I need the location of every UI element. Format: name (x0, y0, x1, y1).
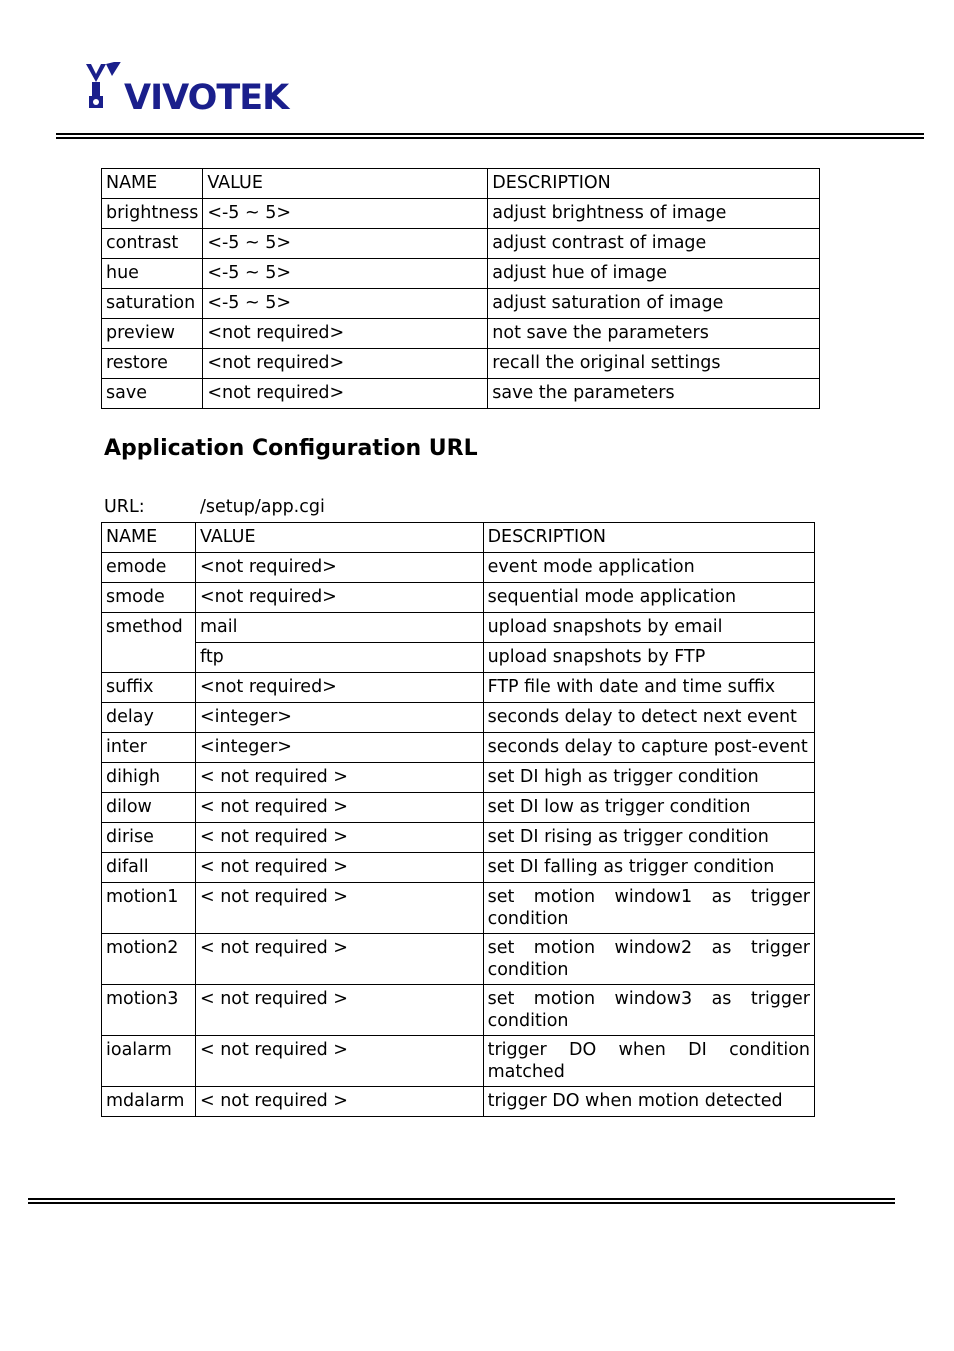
param-value: < not required > (195, 853, 483, 883)
param-name: suffix (102, 673, 196, 703)
param-name: motion3 (102, 985, 196, 1036)
param-description: recall the original settings (488, 349, 820, 379)
url-label: URL: (104, 497, 145, 517)
param-description: trigger DO when motion detected (483, 1087, 814, 1117)
param-description: FTP file with date and time suffix (483, 673, 814, 703)
param-description: sequential mode application (483, 583, 814, 613)
param-name (102, 643, 196, 673)
param-name: dirise (102, 823, 196, 853)
param-description: not save the parameters (488, 319, 820, 349)
param-name: delay (102, 703, 196, 733)
param-value: ftp (195, 643, 483, 673)
table-row (102, 613, 815, 643)
param-value: < not required > (195, 1087, 483, 1117)
table-row (102, 319, 820, 349)
section-heading: Application Configuration URL (104, 436, 478, 461)
column-header: NAME (102, 523, 196, 553)
param-name: ioalarm (102, 1036, 196, 1087)
param-description: event mode application (483, 553, 814, 583)
param-value: <-5 ~ 5> (203, 259, 488, 289)
param-value: <not required> (203, 319, 488, 349)
param-description: set DI low as trigger condition (483, 793, 814, 823)
param-description: adjust brightness of image (488, 199, 820, 229)
param-value: <not required> (195, 583, 483, 613)
param-value: <not required> (195, 553, 483, 583)
param-name: contrast (102, 229, 203, 259)
table-row (102, 823, 815, 853)
param-name: difall (102, 853, 196, 883)
param-name: preview (102, 319, 203, 349)
param-description: set DI falling as trigger condition (483, 853, 814, 883)
param-description: seconds delay to detect next event (483, 703, 814, 733)
param-value: <not required> (203, 379, 488, 409)
url-value: /setup/app.cgi (200, 497, 325, 517)
table-row (102, 1036, 815, 1087)
param-name: mdalarm (102, 1087, 196, 1117)
param-value: <not required> (195, 673, 483, 703)
param-value: < not required > (195, 934, 483, 985)
table-row (102, 934, 815, 985)
param-name: motion1 (102, 883, 196, 934)
column-header: VALUE (203, 169, 488, 199)
table-row (102, 583, 815, 613)
table-row (102, 259, 820, 289)
param-description: adjust contrast of image (488, 229, 820, 259)
param-description: set motion window1 as trigger condition (483, 883, 814, 934)
param-description: seconds delay to capture post-event (483, 733, 814, 763)
table-row (102, 1087, 815, 1117)
table-row (102, 229, 820, 259)
table-row (102, 199, 820, 229)
image-params-table (101, 168, 820, 409)
table-row (102, 733, 815, 763)
table-row (102, 349, 820, 379)
param-name: inter (102, 733, 196, 763)
param-description: upload snapshots by email (483, 613, 814, 643)
column-header: DESCRIPTION (483, 523, 814, 553)
param-value: < not required > (195, 823, 483, 853)
table-row (102, 793, 815, 823)
table-header-row (102, 169, 820, 199)
param-description: set motion window2 as trigger condition (483, 934, 814, 985)
param-name: dilow (102, 793, 196, 823)
param-name: emode (102, 553, 196, 583)
param-value: <not required> (203, 349, 488, 379)
table-row (102, 673, 815, 703)
param-value: <integer> (195, 703, 483, 733)
table-header-row (102, 523, 815, 553)
table-row (102, 703, 815, 733)
column-header: VALUE (195, 523, 483, 553)
param-value: mail (195, 613, 483, 643)
param-name: smethod (102, 613, 196, 643)
table-row (102, 379, 820, 409)
param-value: < not required > (195, 883, 483, 934)
table-row (102, 763, 815, 793)
param-description: set DI high as trigger condition (483, 763, 814, 793)
param-description: save the parameters (488, 379, 820, 409)
param-name: motion2 (102, 934, 196, 985)
param-name: restore (102, 349, 203, 379)
param-value: < not required > (195, 1036, 483, 1087)
param-description: set DI rising as trigger condition (483, 823, 814, 853)
footer-rule (28, 1198, 895, 1204)
table-row (102, 289, 820, 319)
param-name: brightness (102, 199, 203, 229)
param-value: < not required > (195, 985, 483, 1036)
param-name: hue (102, 259, 203, 289)
table-row (102, 553, 815, 583)
header-rule (56, 133, 924, 139)
param-name: dihigh (102, 763, 196, 793)
param-description: set motion window3 as trigger condition (483, 985, 814, 1036)
param-value: <-5 ~ 5> (203, 289, 488, 319)
param-value: <-5 ~ 5> (203, 229, 488, 259)
param-value: < not required > (195, 793, 483, 823)
logo-wordmark: VIVOTEK (124, 78, 289, 114)
param-value: <integer> (195, 733, 483, 763)
table-row (102, 853, 815, 883)
table-row (102, 883, 815, 934)
param-value: < not required > (195, 763, 483, 793)
table-row (102, 985, 815, 1036)
column-header: DESCRIPTION (488, 169, 820, 199)
param-description: upload snapshots by FTP (483, 643, 814, 673)
vivotek-logo-graphic (84, 62, 294, 114)
vivotek-logo (84, 62, 294, 114)
param-value: <-5 ~ 5> (203, 199, 488, 229)
param-description: adjust saturation of image (488, 289, 820, 319)
column-header: NAME (102, 169, 203, 199)
param-description: adjust hue of image (488, 259, 820, 289)
param-name: saturation (102, 289, 203, 319)
param-description: trigger DO when DI condition matched (483, 1036, 814, 1087)
table-row (102, 643, 815, 673)
param-name: save (102, 379, 203, 409)
app-config-table (101, 522, 815, 1117)
param-name: smode (102, 583, 196, 613)
